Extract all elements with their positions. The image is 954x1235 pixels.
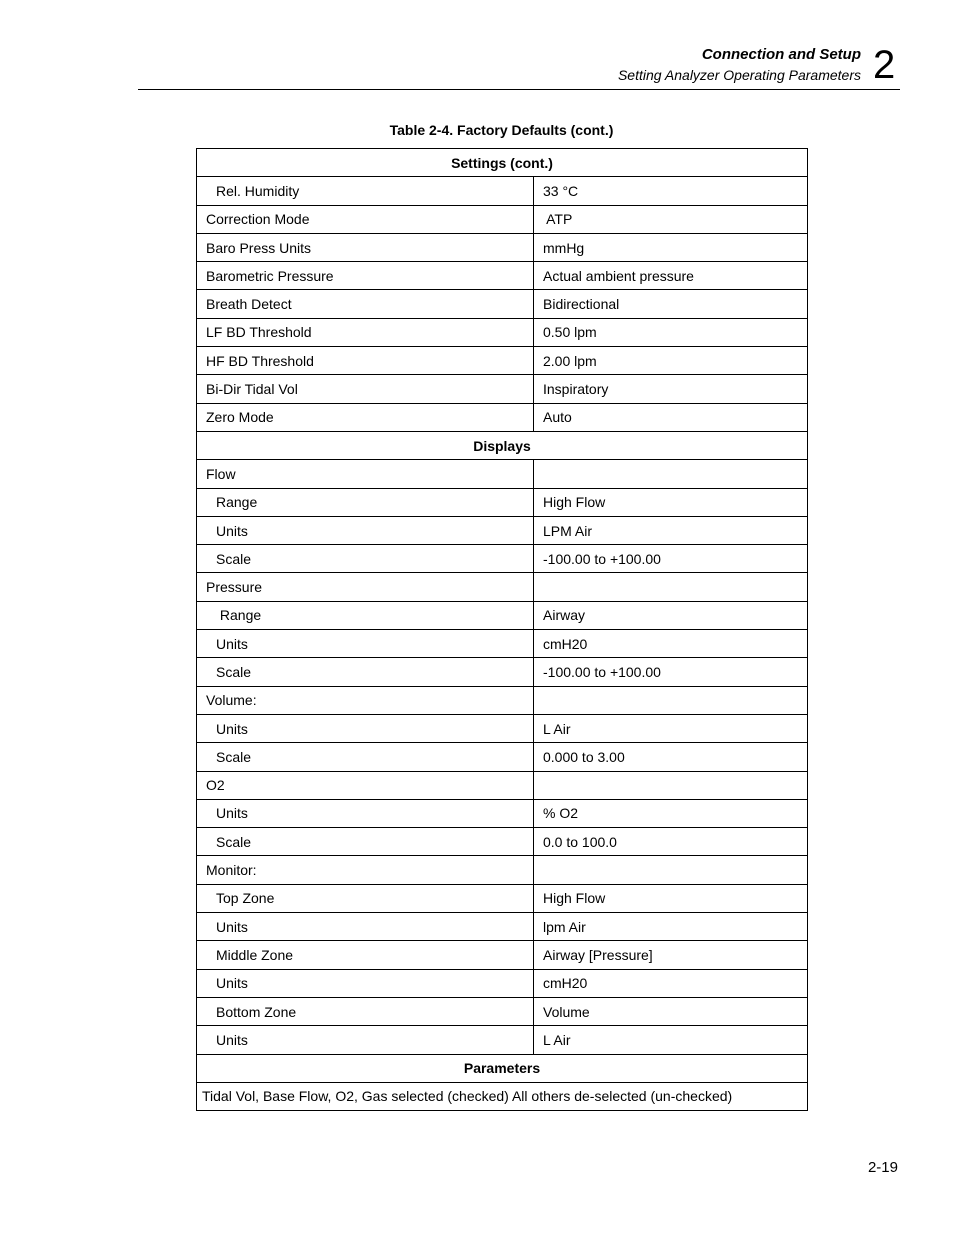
section-heading-row xyxy=(197,149,808,177)
section-heading-row xyxy=(197,1054,808,1082)
setting-value: L Air xyxy=(534,714,808,742)
table-row xyxy=(197,601,808,629)
table-row xyxy=(197,262,808,290)
setting-value xyxy=(534,460,808,488)
setting-value: 0.0 to 100.0 xyxy=(534,828,808,856)
section-title: Setting Analyzer Operating Parameters xyxy=(617,67,861,83)
setting-value xyxy=(534,686,808,714)
section-heading: Displays xyxy=(197,431,808,459)
table-row xyxy=(197,177,808,205)
table-row xyxy=(197,658,808,686)
table-row xyxy=(197,856,808,884)
setting-label: Units xyxy=(197,516,534,544)
page-number: 2-19 xyxy=(867,1159,898,1176)
table-row xyxy=(197,771,808,799)
table-row xyxy=(197,318,808,346)
parameters-note: Tidal Vol, Base Flow, O2, Gas selected (checked) All others de-selected (un-checked) xyxy=(197,1082,808,1110)
setting-label: Rel. Humidity xyxy=(197,177,534,205)
table-row xyxy=(197,799,808,827)
setting-label: Scale xyxy=(197,743,534,771)
setting-value: 33 °C xyxy=(534,177,808,205)
setting-value: Actual ambient pressure xyxy=(534,262,808,290)
setting-label: Breath Detect xyxy=(197,290,534,318)
table-row xyxy=(197,828,808,856)
table-row xyxy=(197,545,808,573)
chapter-number: 2 xyxy=(873,43,896,87)
table-row xyxy=(197,1082,808,1110)
setting-label: Units xyxy=(197,799,534,827)
table-row xyxy=(197,516,808,544)
setting-value: Volume xyxy=(534,997,808,1025)
setting-label: Units xyxy=(197,714,534,742)
section-heading: Parameters xyxy=(197,1054,808,1082)
setting-label: Units xyxy=(197,630,534,658)
setting-label: Bi-Dir Tidal Vol xyxy=(197,375,534,403)
factory-defaults-table xyxy=(196,148,808,1111)
table-row xyxy=(197,573,808,601)
setting-label: Scale xyxy=(197,545,534,573)
setting-label: Scale xyxy=(197,828,534,856)
chapter-title: Connection and Setup xyxy=(701,46,861,63)
setting-value: Auto xyxy=(534,403,808,431)
setting-value: 0.50 lpm xyxy=(534,318,808,346)
table-row xyxy=(197,743,808,771)
setting-label: O2 xyxy=(197,771,534,799)
setting-label: Units xyxy=(197,969,534,997)
setting-value: 0.000 to 3.00 xyxy=(534,743,808,771)
setting-label: Scale xyxy=(197,658,534,686)
table-row xyxy=(197,997,808,1025)
table-row xyxy=(197,460,808,488)
setting-label: Correction Mode xyxy=(197,205,534,233)
setting-label: Barometric Pressure xyxy=(197,262,534,290)
setting-label: Top Zone xyxy=(197,884,534,912)
section-heading-row xyxy=(197,431,808,459)
table-row xyxy=(197,969,808,997)
setting-label: HF BD Threshold xyxy=(197,347,534,375)
setting-value xyxy=(534,856,808,884)
setting-value: -100.00 to +100.00 xyxy=(534,658,808,686)
setting-value: Inspiratory xyxy=(534,375,808,403)
setting-value: L Air xyxy=(534,1026,808,1054)
table-row xyxy=(197,205,808,233)
setting-value: Airway [Pressure] xyxy=(534,941,808,969)
header-rule xyxy=(138,89,900,90)
setting-value: 2.00 lpm xyxy=(534,347,808,375)
setting-value: Bidirectional xyxy=(534,290,808,318)
table-row xyxy=(197,630,808,658)
setting-value: High Flow xyxy=(534,488,808,516)
setting-label: Monitor: xyxy=(197,856,534,884)
setting-label: Baro Press Units xyxy=(197,233,534,261)
setting-value: % O2 xyxy=(534,799,808,827)
table-caption: Table 2-4. Factory Defaults (cont.) xyxy=(389,122,614,138)
setting-value: LPM Air xyxy=(534,516,808,544)
table-row xyxy=(197,347,808,375)
setting-label: Units xyxy=(197,1026,534,1054)
setting-value: lpm Air xyxy=(534,913,808,941)
setting-label: Middle Zone xyxy=(197,941,534,969)
section-heading: Settings (cont.) xyxy=(197,149,808,177)
setting-value: cmH20 xyxy=(534,969,808,997)
table-row xyxy=(197,488,808,516)
table-row xyxy=(197,913,808,941)
table-row xyxy=(197,884,808,912)
setting-value: High Flow xyxy=(534,884,808,912)
setting-value: -100.00 to +100.00 xyxy=(534,545,808,573)
table-row xyxy=(197,375,808,403)
setting-label: Volume: xyxy=(197,686,534,714)
table-row xyxy=(197,403,808,431)
setting-label: Range xyxy=(197,601,534,629)
setting-value: mmHg xyxy=(534,233,808,261)
table-body xyxy=(197,149,808,1111)
setting-label: Units xyxy=(197,913,534,941)
table-row xyxy=(197,1026,808,1054)
setting-value xyxy=(534,771,808,799)
setting-label: Pressure xyxy=(197,573,534,601)
setting-label: LF BD Threshold xyxy=(197,318,534,346)
setting-label: Range xyxy=(197,488,534,516)
table-row xyxy=(197,714,808,742)
setting-value xyxy=(534,573,808,601)
table-row xyxy=(197,290,808,318)
setting-value: cmH20 xyxy=(534,630,808,658)
table-row xyxy=(197,233,808,261)
setting-label: Bottom Zone xyxy=(197,997,534,1025)
setting-label: Flow xyxy=(197,460,534,488)
table-row xyxy=(197,941,808,969)
setting-value: Airway xyxy=(534,601,808,629)
setting-label: Zero Mode xyxy=(197,403,534,431)
table-row xyxy=(197,686,808,714)
setting-value: ATP xyxy=(534,205,808,233)
